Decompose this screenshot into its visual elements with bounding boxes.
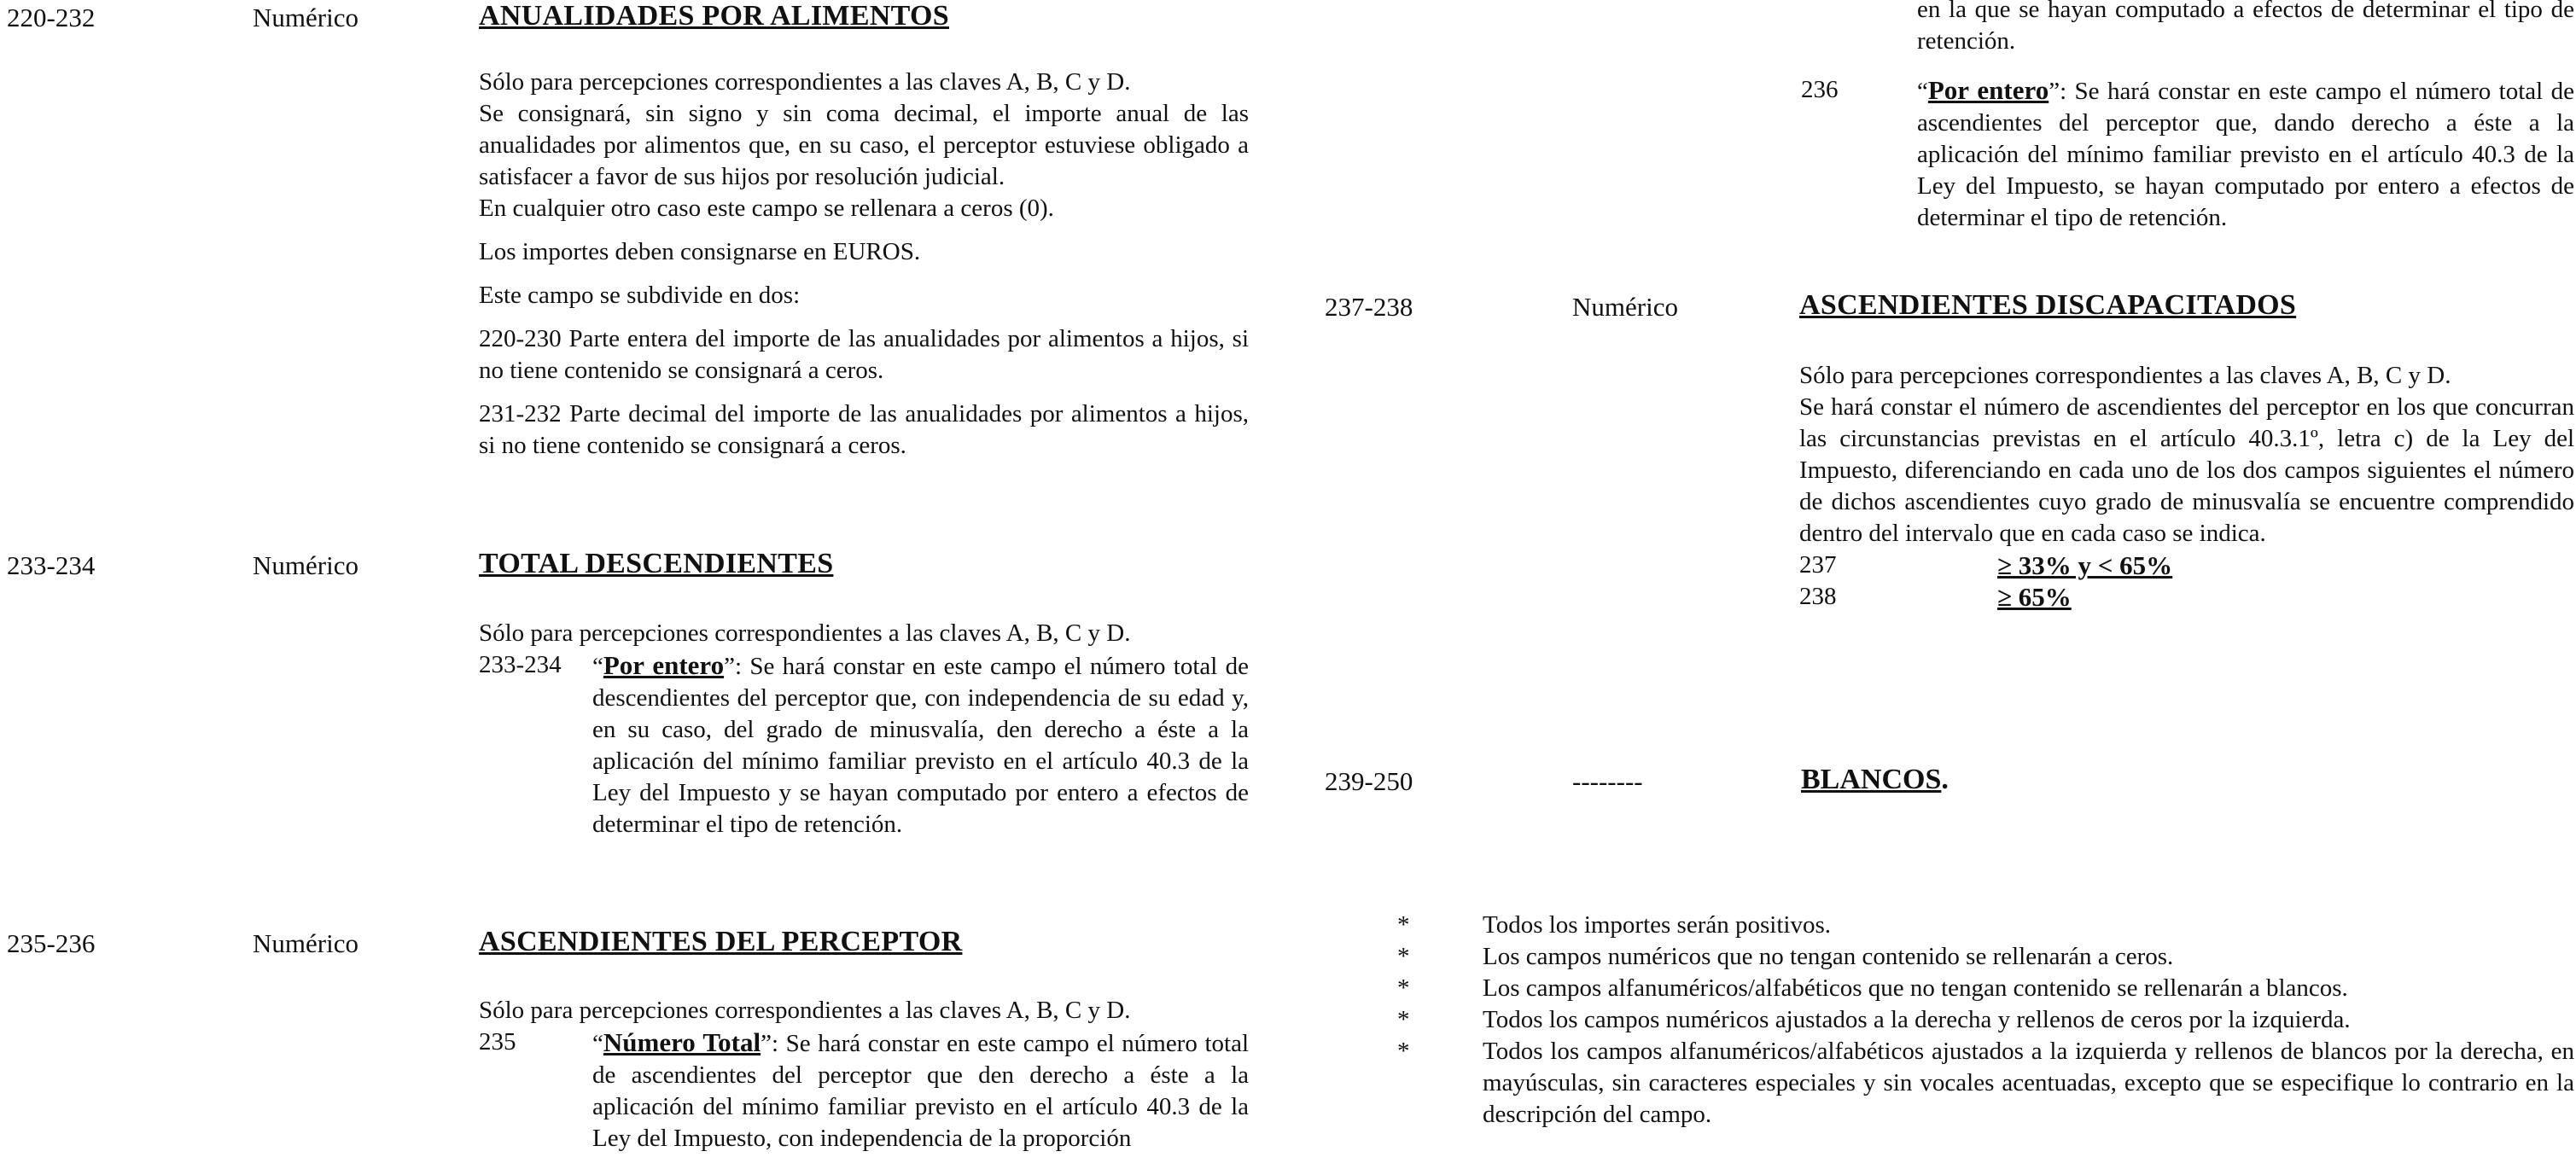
subfield-desc: ”: Se hará constar en este campo el número total de descendientes del perceptor que, con independencia de su edad y, en su caso, del grado de minusvalía, den derecho a éste a la aplicación del mínimo familiar previsto en el artículo 40.3 de la Ley del Impuesto y se hayan computado por entero a efectos de determinar el tipo de retención. — [592, 653, 1249, 838]
list-item — [1394, 973, 2574, 1004]
section-body-ascendientes-discapacitados — [1799, 360, 2574, 613]
paragraph: Sólo para percepciones correspondientes a las claves A, B, C y D. — [479, 68, 1131, 96]
list-item — [1394, 1036, 2574, 1131]
field-code-220-232: 220-232 — [7, 3, 96, 32]
subfield-desc: ”: Se hará constar en este campo el número total de ascendientes del perceptor que, dando derecho a éste a la aplicación del mínimo familiar previsto en el artículo 40.3 de la Ley del Impuesto, se hayan computado por entero a efectos de determinar el tipo de retención. — [1917, 78, 2574, 231]
section-title-anualidades: ANUALIDADES POR ALIMENTOS — [479, 0, 949, 32]
field-type: Numérico — [1572, 292, 1678, 322]
bullet-star: * — [1397, 911, 1410, 939]
paragraph: Se hará constar el número de ascendientes del perceptor en los que concurran las circunstancias previstas en el artículo 40.3.1º, letra c) de la Ley del Impuesto, diferenciando en cada uno de los dos campos siguientes el número de dichos ascendientes cuyo grado de minusvalía se encuentre comprendido dentro del intervalo que en cada caso se indica. — [1799, 393, 2574, 547]
subfield-code: 233-234 — [479, 651, 562, 678]
bullet-star: * — [1397, 1006, 1410, 1033]
note-text: Todos los campos alfanuméricos/alfabéticos ajustados a la izquierda y rellenos de blancos por la derecha, en mayúsculas, sin caracteres especiales y sin vocales acentuadas, excepto que se especifique lo contrario en la descripción del campo. — [1483, 1038, 2574, 1128]
field-type: -------- — [1572, 766, 1643, 796]
subfield-text — [592, 649, 1249, 840]
subfield-233-234 — [479, 649, 1249, 840]
note-text: Los campos numéricos que no tengan contenido se rellenarán a ceros. — [1483, 943, 2174, 970]
subfield-code: 235 — [479, 1028, 516, 1055]
paragraph: 220-230 Parte entera del importe de las anualidades por alimentos a hijos, si no tiene contenido se consignará a ceros. — [479, 325, 1249, 384]
notes-list — [1394, 910, 2574, 1131]
paragraph: Sólo para percepciones correspondientes a las claves A, B, C y D. — [479, 997, 1131, 1024]
subfield-label: Número Total — [603, 1027, 761, 1057]
section-title-blancos — [1801, 764, 1949, 795]
subfield-desc: ”: Se hará constar en este campo el número total de ascendientes del perceptor que den derecho a éste a la aplicación del mínimo familiar previsto en el artículo 40.3 de la Ley del Impuesto, con independencia de la proporción — [592, 1030, 1249, 1152]
title-text: BLANCOS — [1801, 764, 1942, 795]
field-type: Numérico — [253, 550, 358, 580]
paragraph: Este campo se subdivide en dos: — [479, 282, 801, 309]
field-code-239-250: 239-250 — [1325, 766, 1413, 796]
quote-open: “ — [1917, 78, 1928, 105]
range-code: 237 — [1799, 551, 1837, 579]
paragraph: Los importes deben consignarse en EUROS. — [479, 238, 921, 265]
quote-open: “ — [592, 1030, 603, 1057]
list-item — [1394, 1004, 2574, 1036]
field-code-233-234: 233-234 — [7, 550, 96, 580]
range-code: 238 — [1799, 583, 1837, 610]
continuation-text: en la que se hayan computado a efectos de determinar el tipo de retención. — [1917, 0, 2574, 55]
section-title-ascendientes-discapacitados: ASCENDIENTES DISCAPACITADOS — [1799, 289, 2297, 321]
bullet-star: * — [1397, 974, 1410, 1002]
subfield-label: Por entero — [1927, 75, 2049, 105]
note-text: Todos los campos numéricos ajustados a la derecha y rellenos de ceros por la izquierda. — [1483, 1006, 2351, 1033]
bullet-star: * — [1397, 943, 1410, 970]
section-title-ascendientes-perceptor: ASCENDIENTES DEL PERCEPTOR — [479, 926, 963, 957]
subfield-text — [592, 1026, 1249, 1154]
note-text: Los campos alfanuméricos/alfabéticos que no tengan contenido se rellenarán a blancos. — [1483, 974, 2348, 1002]
paragraph: En cualquier otro caso este campo se rellenara a ceros (0). — [479, 195, 1054, 222]
range-row-238 — [1799, 581, 2574, 613]
bullet-star: * — [1397, 1038, 1410, 1065]
subfield-label: Por entero — [603, 650, 725, 680]
section-body-total-descendientes — [479, 618, 1249, 840]
range-value: ≥ 65% — [1997, 582, 2072, 612]
list-item — [1394, 910, 2574, 941]
paragraph: 231-232 Parte decimal del importe de las anualidades por alimentos a hijos, si no tiene contenido se consignará a ceros. — [479, 400, 1249, 459]
subfield-code: 236 — [1801, 76, 1839, 103]
paragraph: Se consignará, sin signo y sin coma decimal, el importe anual de las anualidades por alimentos que, en su caso, el perceptor estuviese obligado a satisfacer a favor de sus hijos por resolución judicial. — [479, 100, 1249, 190]
range-row-237 — [1799, 550, 2574, 581]
range-value: ≥ 33% y < 65% — [1997, 550, 2173, 580]
subfield-text — [1917, 74, 2574, 234]
section-body-anualidades — [479, 67, 1249, 462]
paragraph: Sólo para percepciones correspondientes a las claves A, B, C y D. — [1799, 362, 2451, 389]
subfield-236 — [1801, 74, 2574, 234]
field-code-235-236: 235-236 — [7, 928, 96, 958]
title-suffix: . — [1941, 764, 1949, 795]
list-item — [1394, 941, 2574, 973]
field-type: Numérico — [253, 928, 358, 958]
field-code-237-238: 237-238 — [1325, 292, 1413, 322]
note-text: Todos los importes serán positivos. — [1483, 911, 1831, 939]
field-type: Numérico — [253, 3, 358, 32]
section-body-ascendientes-perceptor — [479, 995, 1249, 1154]
section-title-total-descendientes: TOTAL DESCENDIENTES — [479, 548, 834, 579]
quote-open: “ — [592, 653, 603, 680]
subfield-235 — [479, 1026, 1249, 1154]
paragraph: Sólo para percepciones correspondientes a las claves A, B, C y D. — [479, 619, 1131, 647]
